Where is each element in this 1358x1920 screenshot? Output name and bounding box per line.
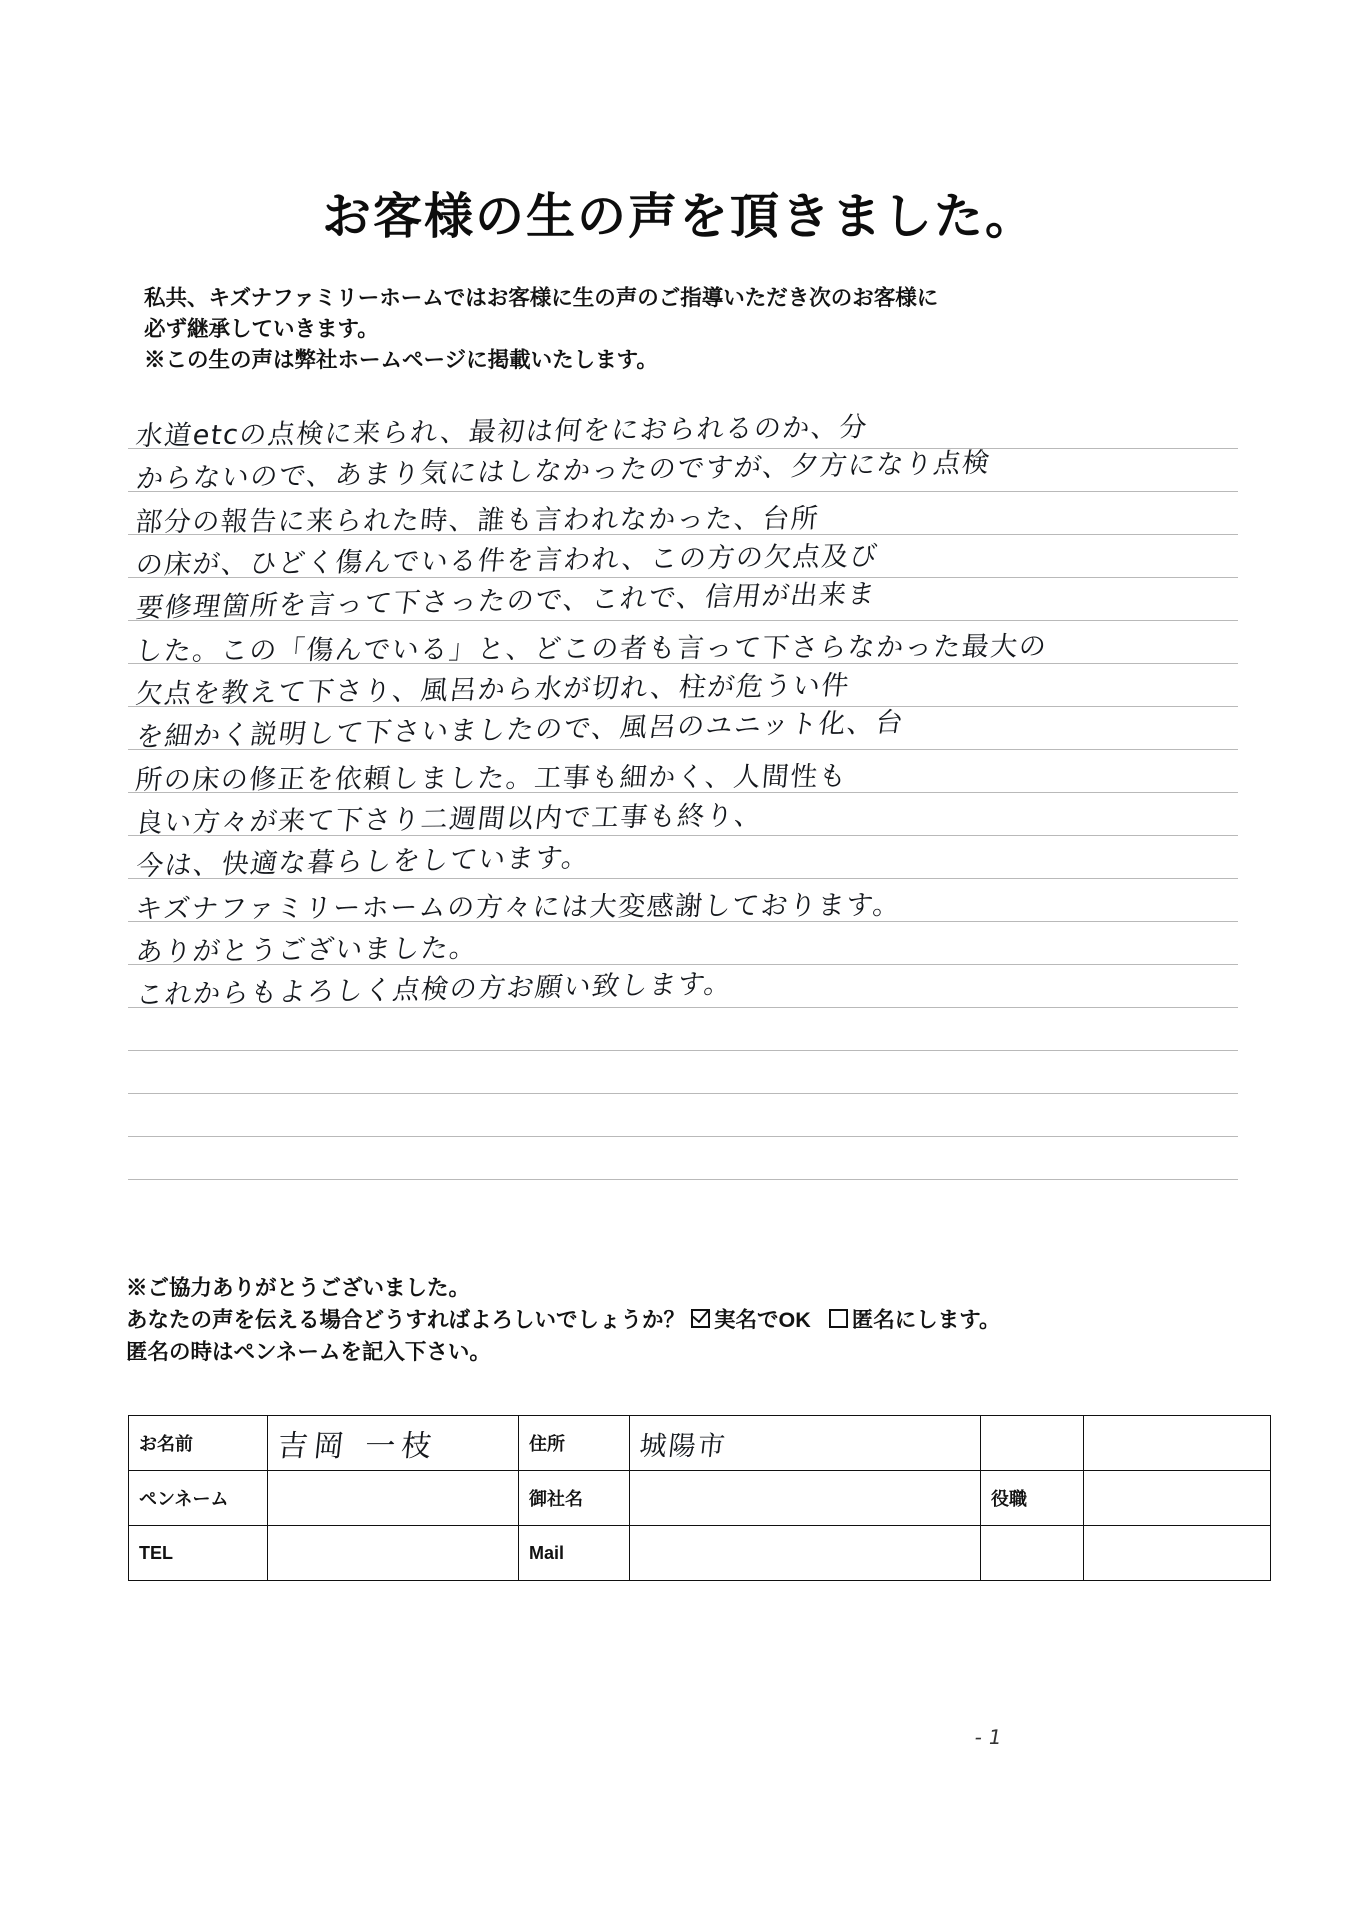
intro-line-2: 必ず継承していきます。 — [144, 317, 379, 341]
rule-line — [128, 1136, 1238, 1137]
handwritten-line: した。この「傷んでいる」と、どこの者も言って下さらなかった最大の — [134, 631, 1049, 667]
page-number: - 1 — [972, 1725, 1004, 1749]
value-mail[interactable] — [630, 1526, 981, 1581]
respondent-info-table — [128, 1415, 1271, 1581]
label-tel: TEL — [129, 1526, 268, 1581]
consent-question-row — [126, 1304, 1246, 1336]
label-penname: ペンネーム — [129, 1471, 268, 1526]
handwritten-line: キズナファミリーホームの方々には大変感謝しております。 — [134, 889, 903, 925]
label-blank-r3 — [981, 1526, 1084, 1581]
handwritten-line: からないので、あまり気にはしなかったのですが、夕方になり点検 — [134, 447, 993, 495]
label-position: 役職 — [981, 1471, 1084, 1526]
intro-line-3: ※この生の声は弊社ホームページに掲載いたします。 — [144, 348, 658, 372]
footer-notes — [126, 1272, 1246, 1368]
table-row — [129, 1526, 1271, 1581]
value-position[interactable] — [1084, 1471, 1271, 1526]
value-blank-r3[interactable] — [1084, 1526, 1271, 1581]
value-blank-r1[interactable] — [1084, 1416, 1271, 1471]
handwritten-line: ありがとうございました。 — [134, 932, 480, 968]
handwritten-line: これからもよろしく点検の方お願い致します。 — [134, 968, 735, 1011]
label-mail: Mail — [519, 1526, 630, 1581]
handwritten-line: 所の床の修正を依頼しました。工事も細かく、人間性も — [134, 761, 849, 796]
handwritten-line: を細かく説明して下さいましたので、風呂のユニット化、台 — [134, 707, 907, 753]
label-blank-r1 — [981, 1416, 1084, 1471]
value-company[interactable] — [630, 1471, 981, 1526]
rule-line — [128, 1179, 1238, 1180]
handwritten-response-area — [128, 404, 1238, 1179]
label-company: 御社名 — [519, 1471, 630, 1526]
value-address[interactable] — [630, 1416, 981, 1471]
value-name[interactable] — [268, 1416, 519, 1471]
penname-note: 匿名の時はペンネームを記入下さい。 — [126, 1340, 491, 1364]
label-address: 住所 — [519, 1416, 630, 1471]
value-tel[interactable] — [268, 1526, 519, 1581]
handwritten-line: 良い方々が来て下さり二週間以内で工事も終り、 — [134, 800, 765, 839]
handwritten-line: 要修理箇所を言って下さったので、これで、信用が出来ま — [134, 578, 879, 624]
page-title: お客様の生の声を頂きました。 — [321, 190, 1036, 244]
checkbox-anonymous[interactable] — [829, 1309, 848, 1328]
table-row — [129, 1416, 1271, 1471]
value-penname[interactable] — [268, 1471, 519, 1526]
handwritten-line: 水道etcの点検に来られ、最初は何をにおられるのか、分 — [134, 412, 870, 452]
intro-paragraph — [144, 283, 1244, 376]
handwritten-line: 今は、快適な暮らしをしています。 — [134, 842, 593, 882]
rule-line — [128, 1093, 1238, 1094]
thanks-note: ※ご協力ありがとうございました。 — [126, 1276, 471, 1300]
checkbox-real-name[interactable] — [691, 1309, 710, 1328]
handwritten-line: 部分の報告に来られた時、誰も言われなかった、台所 — [134, 503, 821, 538]
handwritten-name: 吉岡 一枝 — [275, 1429, 440, 1464]
rule-line — [128, 1050, 1238, 1051]
option-anonymous-label: 匿名にします。 — [851, 1308, 1001, 1332]
intro-line-1: 私共、キズナファミリーホームではお客様に生の声のご指導いただき次のお客様に — [144, 286, 939, 310]
consent-question: あなたの声を伝える場合どうすればよろしいでしょうか？ — [126, 1308, 686, 1332]
option-real-name-label: 実名でOK — [714, 1308, 811, 1332]
handwritten-line: 欠点を教えて下さり、風呂から水が切れ、柱が危うい件 — [134, 670, 852, 710]
handwritten-address: 城陽市 — [638, 1430, 729, 1462]
table-row — [129, 1471, 1271, 1526]
handwritten-line: の床が、ひどく傷んでいる件を言われ、この方の欠点及び — [134, 540, 881, 581]
label-name: お名前 — [129, 1416, 268, 1471]
